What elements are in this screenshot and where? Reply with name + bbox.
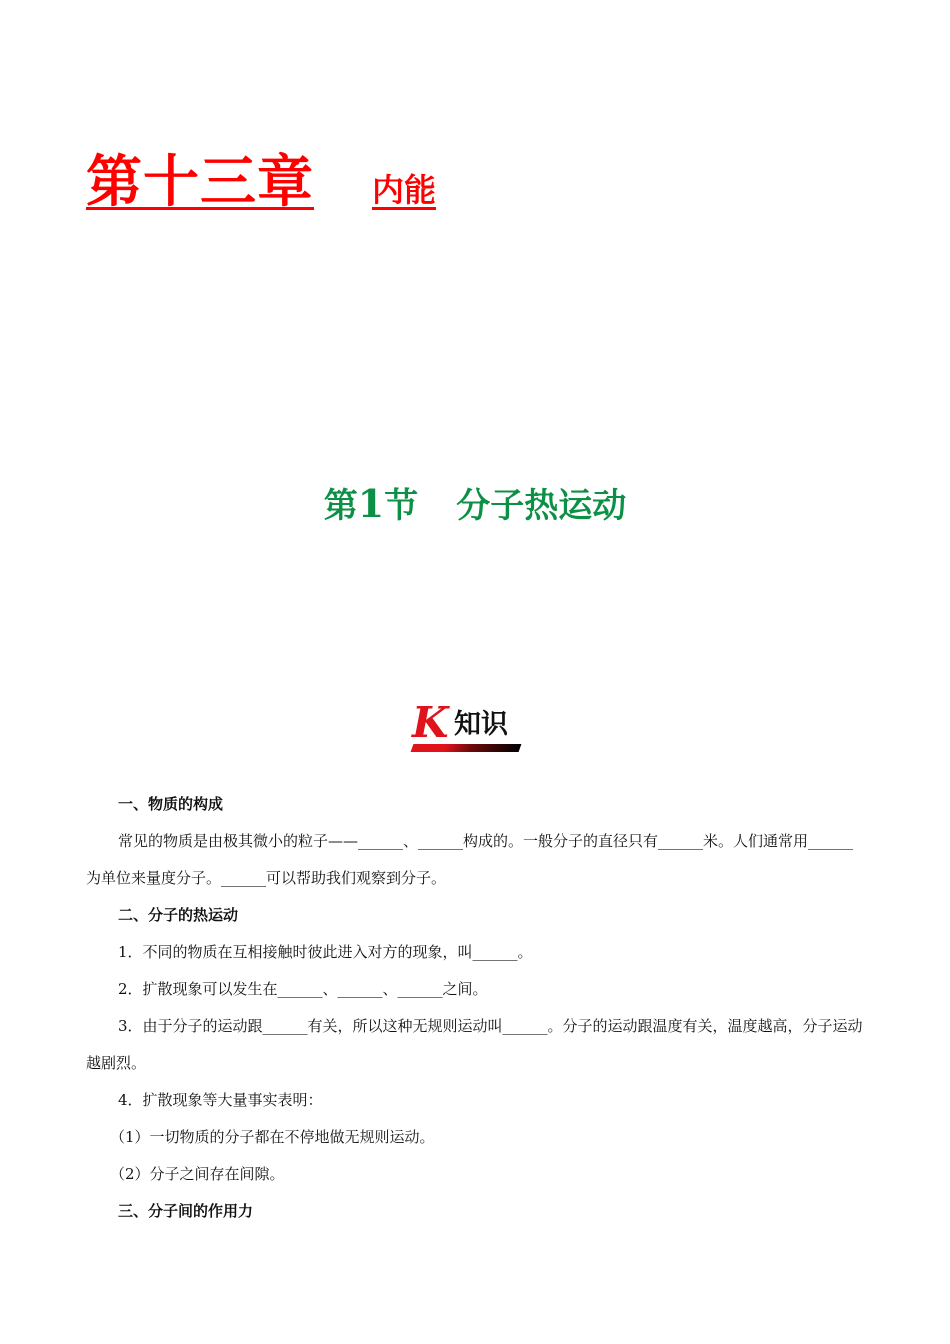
chapter-title xyxy=(86,138,436,218)
section-heading-2: 二、分子的热运动 xyxy=(118,906,239,924)
list-item-2: 2．扩散现象可以发生在______、______、______之间。 xyxy=(118,980,488,998)
section-heading-1: 一、物质的构成 xyxy=(118,795,224,813)
list-item-3: 3．由于分子的运动跟______有关，所以这种无规则运动叫______。分子的运动跟温度有关，温度越高，分子运动越剧烈。 xyxy=(86,1017,863,1072)
section-prefix: 第 xyxy=(323,486,358,526)
chapter-name: 内能 xyxy=(372,171,437,209)
sub-item-2: （2）分子之间存在间隙。 xyxy=(110,1165,285,1183)
list-item-1: 1．不同的物质在互相接触时彼此进入对方的现象，叫______。 xyxy=(118,943,533,961)
section-title xyxy=(0,478,950,527)
knowledge-banner xyxy=(412,700,520,756)
section-suffix: 节 xyxy=(384,486,419,526)
list-item-4: 4．扩散现象等大量事实表明： xyxy=(118,1091,323,1109)
section-heading-3: 三、分子间的作用力 xyxy=(118,1202,254,1220)
paragraph-1: 常见的物质是由极其微小的粒子——______、______构成的。一般分子的直径只有______米。人们通常用______为单位来量度分子。______可以帮助我们观察到分子。 xyxy=(86,832,854,887)
banner-text: 知识 xyxy=(454,709,508,740)
banner-letter: K xyxy=(412,698,449,747)
chapter-number: 第十三章 xyxy=(86,149,314,215)
section-number: 1 xyxy=(357,481,385,526)
sub-item-1: （1）一切物质的分子都在不停地做无规则运动。 xyxy=(110,1128,435,1146)
section-name: 分子热运动 xyxy=(456,486,627,526)
content-body xyxy=(86,786,864,1230)
